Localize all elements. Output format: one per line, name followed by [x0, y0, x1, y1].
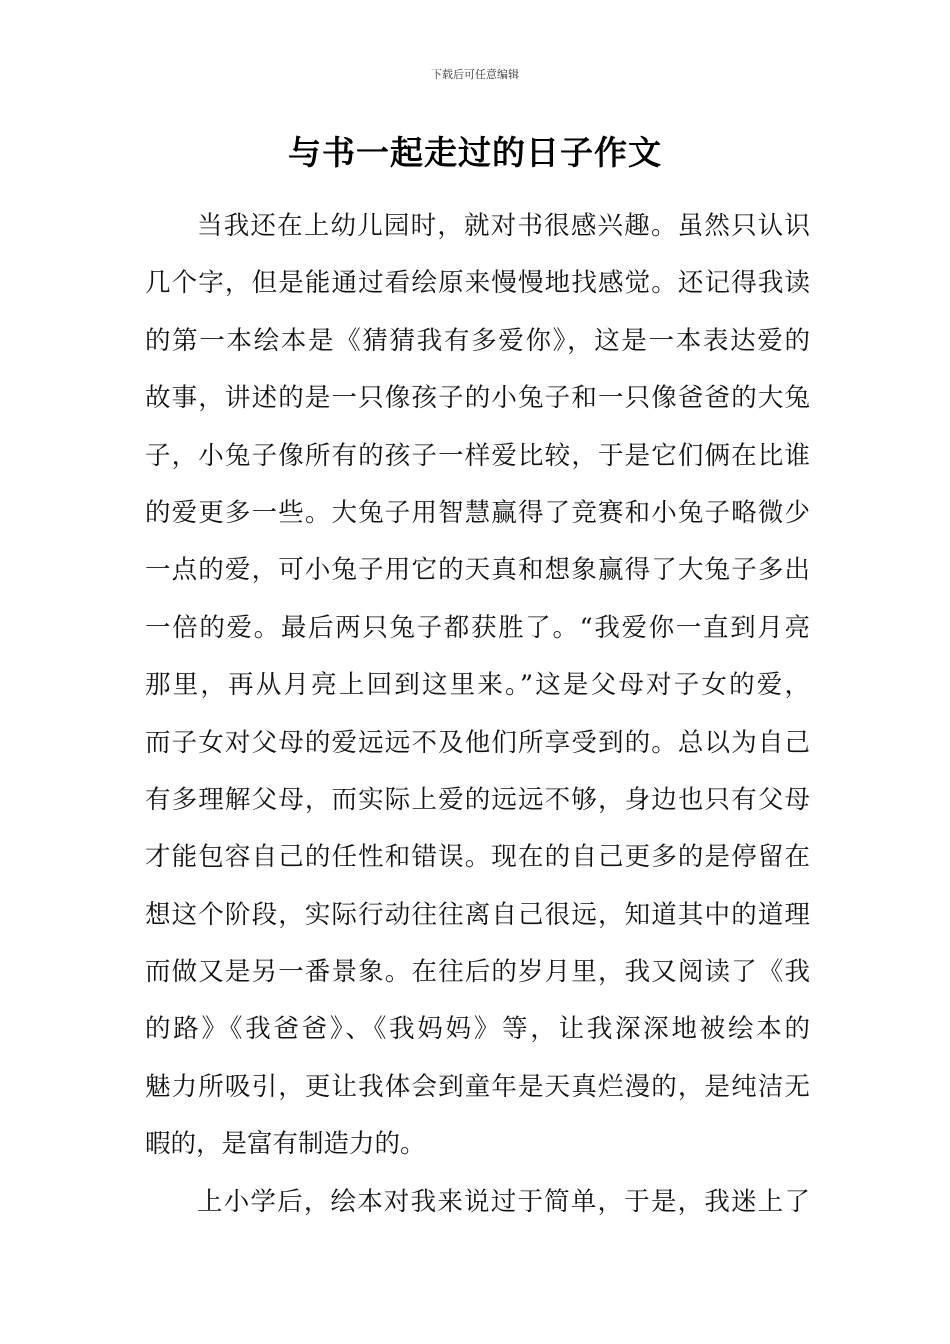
text-line: 上小学后，绘本对我来说过于简单，于是，我迷上了 [197, 1186, 810, 1217]
text-line: 想这个阶段，实际行动往往离自己很远，知道其中的道理 [145, 899, 810, 930]
text-line: 一倍的爱。最后两只兔子都获胜了。“我爱你一直到月亮 [145, 612, 810, 643]
text-line: 而子女对父母的爱远远不及他们所享受到的。总以为自己 [145, 727, 810, 758]
text-line: 几个字，但是能通过看绘原来慢慢地找感觉。还记得我读 [145, 268, 810, 299]
text-line: 那里，再从月亮上回到这里来。”这是父母对子女的爱， [145, 670, 810, 701]
text-line: 故事，讲述的是一只像孩子的小兔子和一只像爸爸的大兔 [145, 383, 810, 414]
text-line: 子，小兔子像所有的孩子一样爱比较，于是它们俩在比谁 [145, 440, 810, 471]
text-line: 当我还在上幼儿园时，就对书很感兴趣。虽然只认识 [197, 211, 810, 241]
text-line: 魅力所吸引，更让我体会到童年是天真烂漫的，是纯洁无 [145, 1071, 810, 1102]
text-line: 的路》《我爸爸》、《我妈妈》等，让我深深地被绘本的 [145, 1014, 810, 1045]
text-line: 而做又是另一番景象。在往后的岁月里，我又阅读了《我 [145, 957, 810, 988]
essay-body [145, 198, 810, 1231]
text-line: 的第一本绘本是《猜猜我有多爱你》，这是一本表达爱的 [145, 325, 810, 356]
document-title: 与书一起走过的日子作文 [288, 133, 662, 172]
text-line: 一点的爱，可小兔子用它的天真和想象赢得了大兔子多出 [145, 555, 810, 586]
text-line: 暇的，是富有制造力的。 [145, 1129, 426, 1160]
header-note: 下载后可任意编辑 [431, 68, 519, 81]
text-line: 才能包容自己的任性和错误。现在的自己更多的是停留在 [145, 842, 810, 873]
text-line: 的爱更多一些。大兔子用智慧赢得了竞赛和小兔子略微少 [145, 497, 810, 528]
text-line: 有多理解父母，而实际上爱的远远不够，身边也只有父母 [145, 784, 810, 815]
